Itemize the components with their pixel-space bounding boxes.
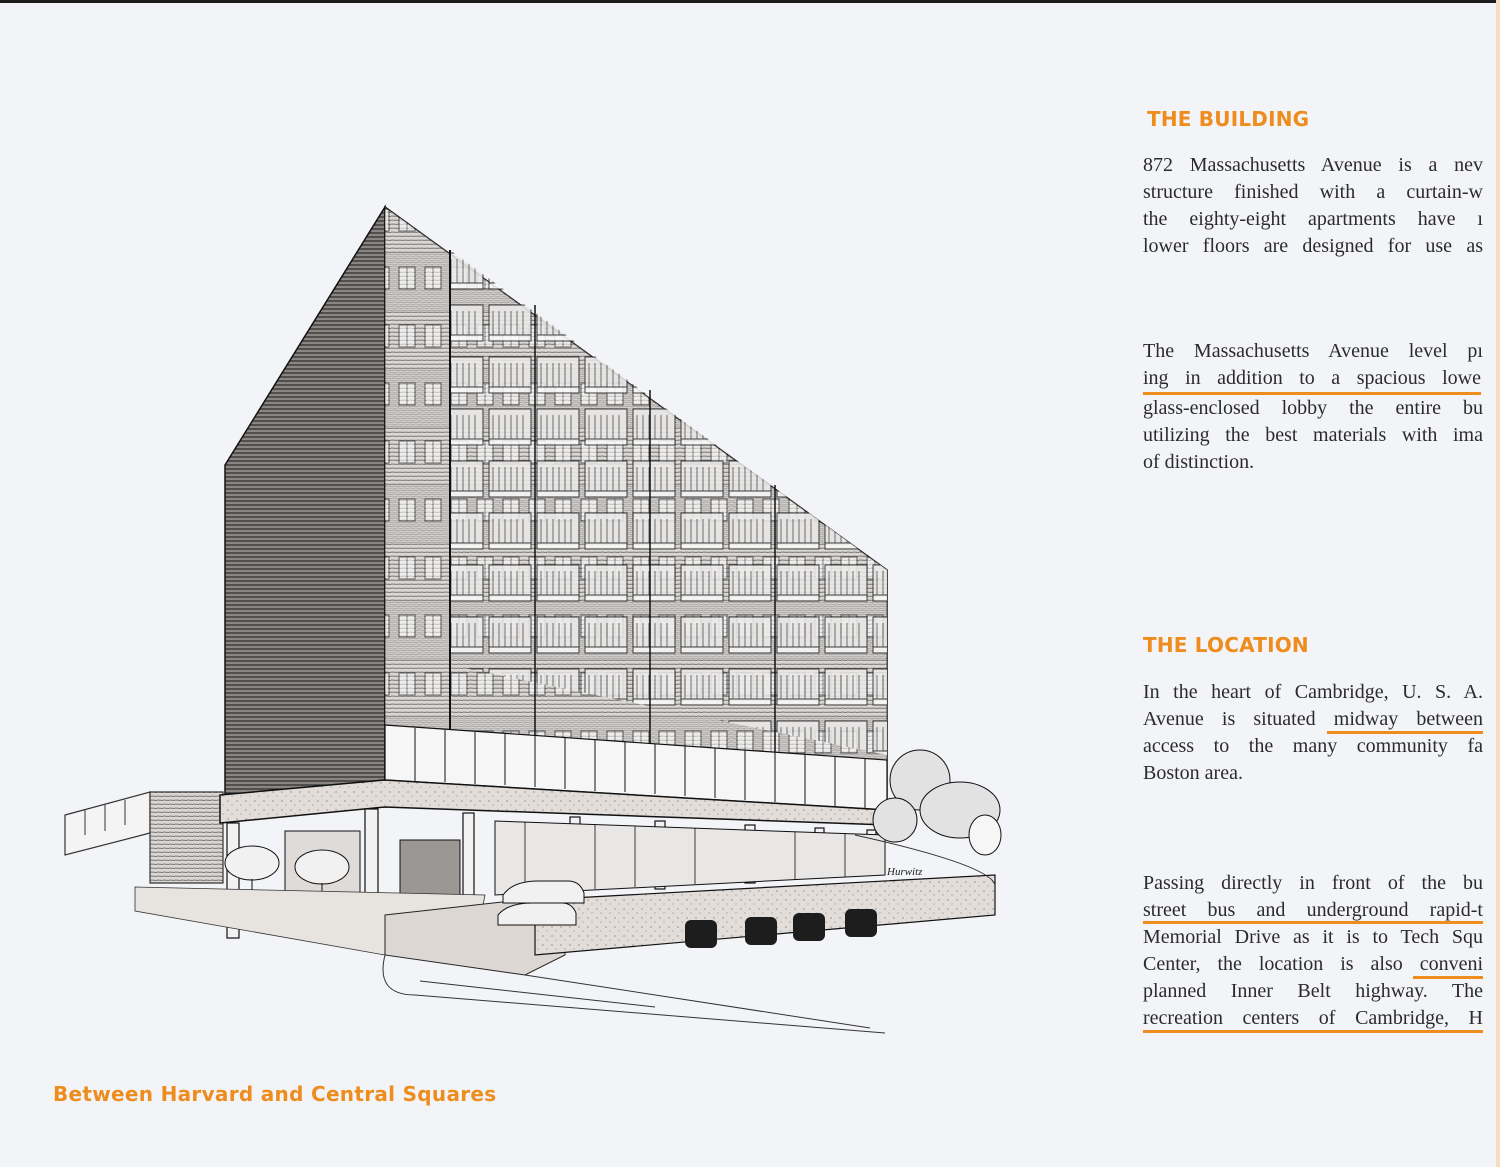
location-p1-line-3: access to the many community fa (1143, 735, 1483, 757)
building-paragraph-1 (1143, 152, 1483, 260)
location-p1-line-1: In the heart of Cambridge, U. S. A. (1143, 681, 1483, 703)
location-paragraph-2 (1143, 870, 1483, 1032)
building-p1-line-2: structure finished with a curtain-w (1143, 181, 1483, 203)
building-p2-line-4: utilizing the best materials with ima (1143, 424, 1483, 446)
building-p2-line-5: of distinction. (1143, 451, 1255, 473)
location-p1-line-4: Boston area. (1143, 762, 1243, 784)
page-right-edge (1496, 0, 1500, 1167)
midway-underline (1327, 731, 1483, 734)
building-p2-line-2: ing in addition to a spacious lowe (1143, 365, 1481, 395)
building-illustration (55, 195, 1015, 1050)
page-top-edge (0, 0, 1500, 3)
illustration-caption: Between Harvard and Central Squares (53, 1082, 497, 1106)
building-heading: THE BUILDING (1147, 107, 1310, 131)
building-p2-line-1: The Massachusetts Avenue level pı (1143, 340, 1483, 362)
highlight-underline-3 (1143, 1030, 1483, 1033)
location-p2-line-6: recreation centers of Cambridge, H (1143, 1007, 1483, 1029)
building-p1-line-3: the eighty-eight apartments have ı (1143, 208, 1483, 230)
artist-signature: Hurwitz (887, 866, 923, 878)
building-p2-line-3: glass-enclosed lobby the entire bu (1143, 397, 1483, 419)
location-p2-line-2: street bus and underground rapid-t (1143, 899, 1483, 921)
location-p2-line-3: Memorial Drive as it is to Tech Squ (1143, 926, 1483, 948)
location-p2-line-4: Center, the location is also conveni (1143, 953, 1483, 975)
building-p1-line-1: 872 Massachusetts Avenue is a nev (1143, 154, 1483, 176)
highlight-underline-1 (1143, 921, 1483, 924)
location-heading: THE LOCATION (1143, 633, 1309, 657)
location-p2-line-1: Passing directly in front of the bu (1143, 872, 1483, 894)
location-p2-line-5: planned Inner Belt highway. The (1143, 980, 1483, 1002)
highlight-underline-2 (1413, 976, 1483, 979)
building-paragraph-2 (1143, 338, 1483, 476)
location-p1-line-2: Avenue is situated midway between (1143, 708, 1483, 730)
building-p1-line-4: lower floors are designed for use as (1143, 235, 1483, 257)
